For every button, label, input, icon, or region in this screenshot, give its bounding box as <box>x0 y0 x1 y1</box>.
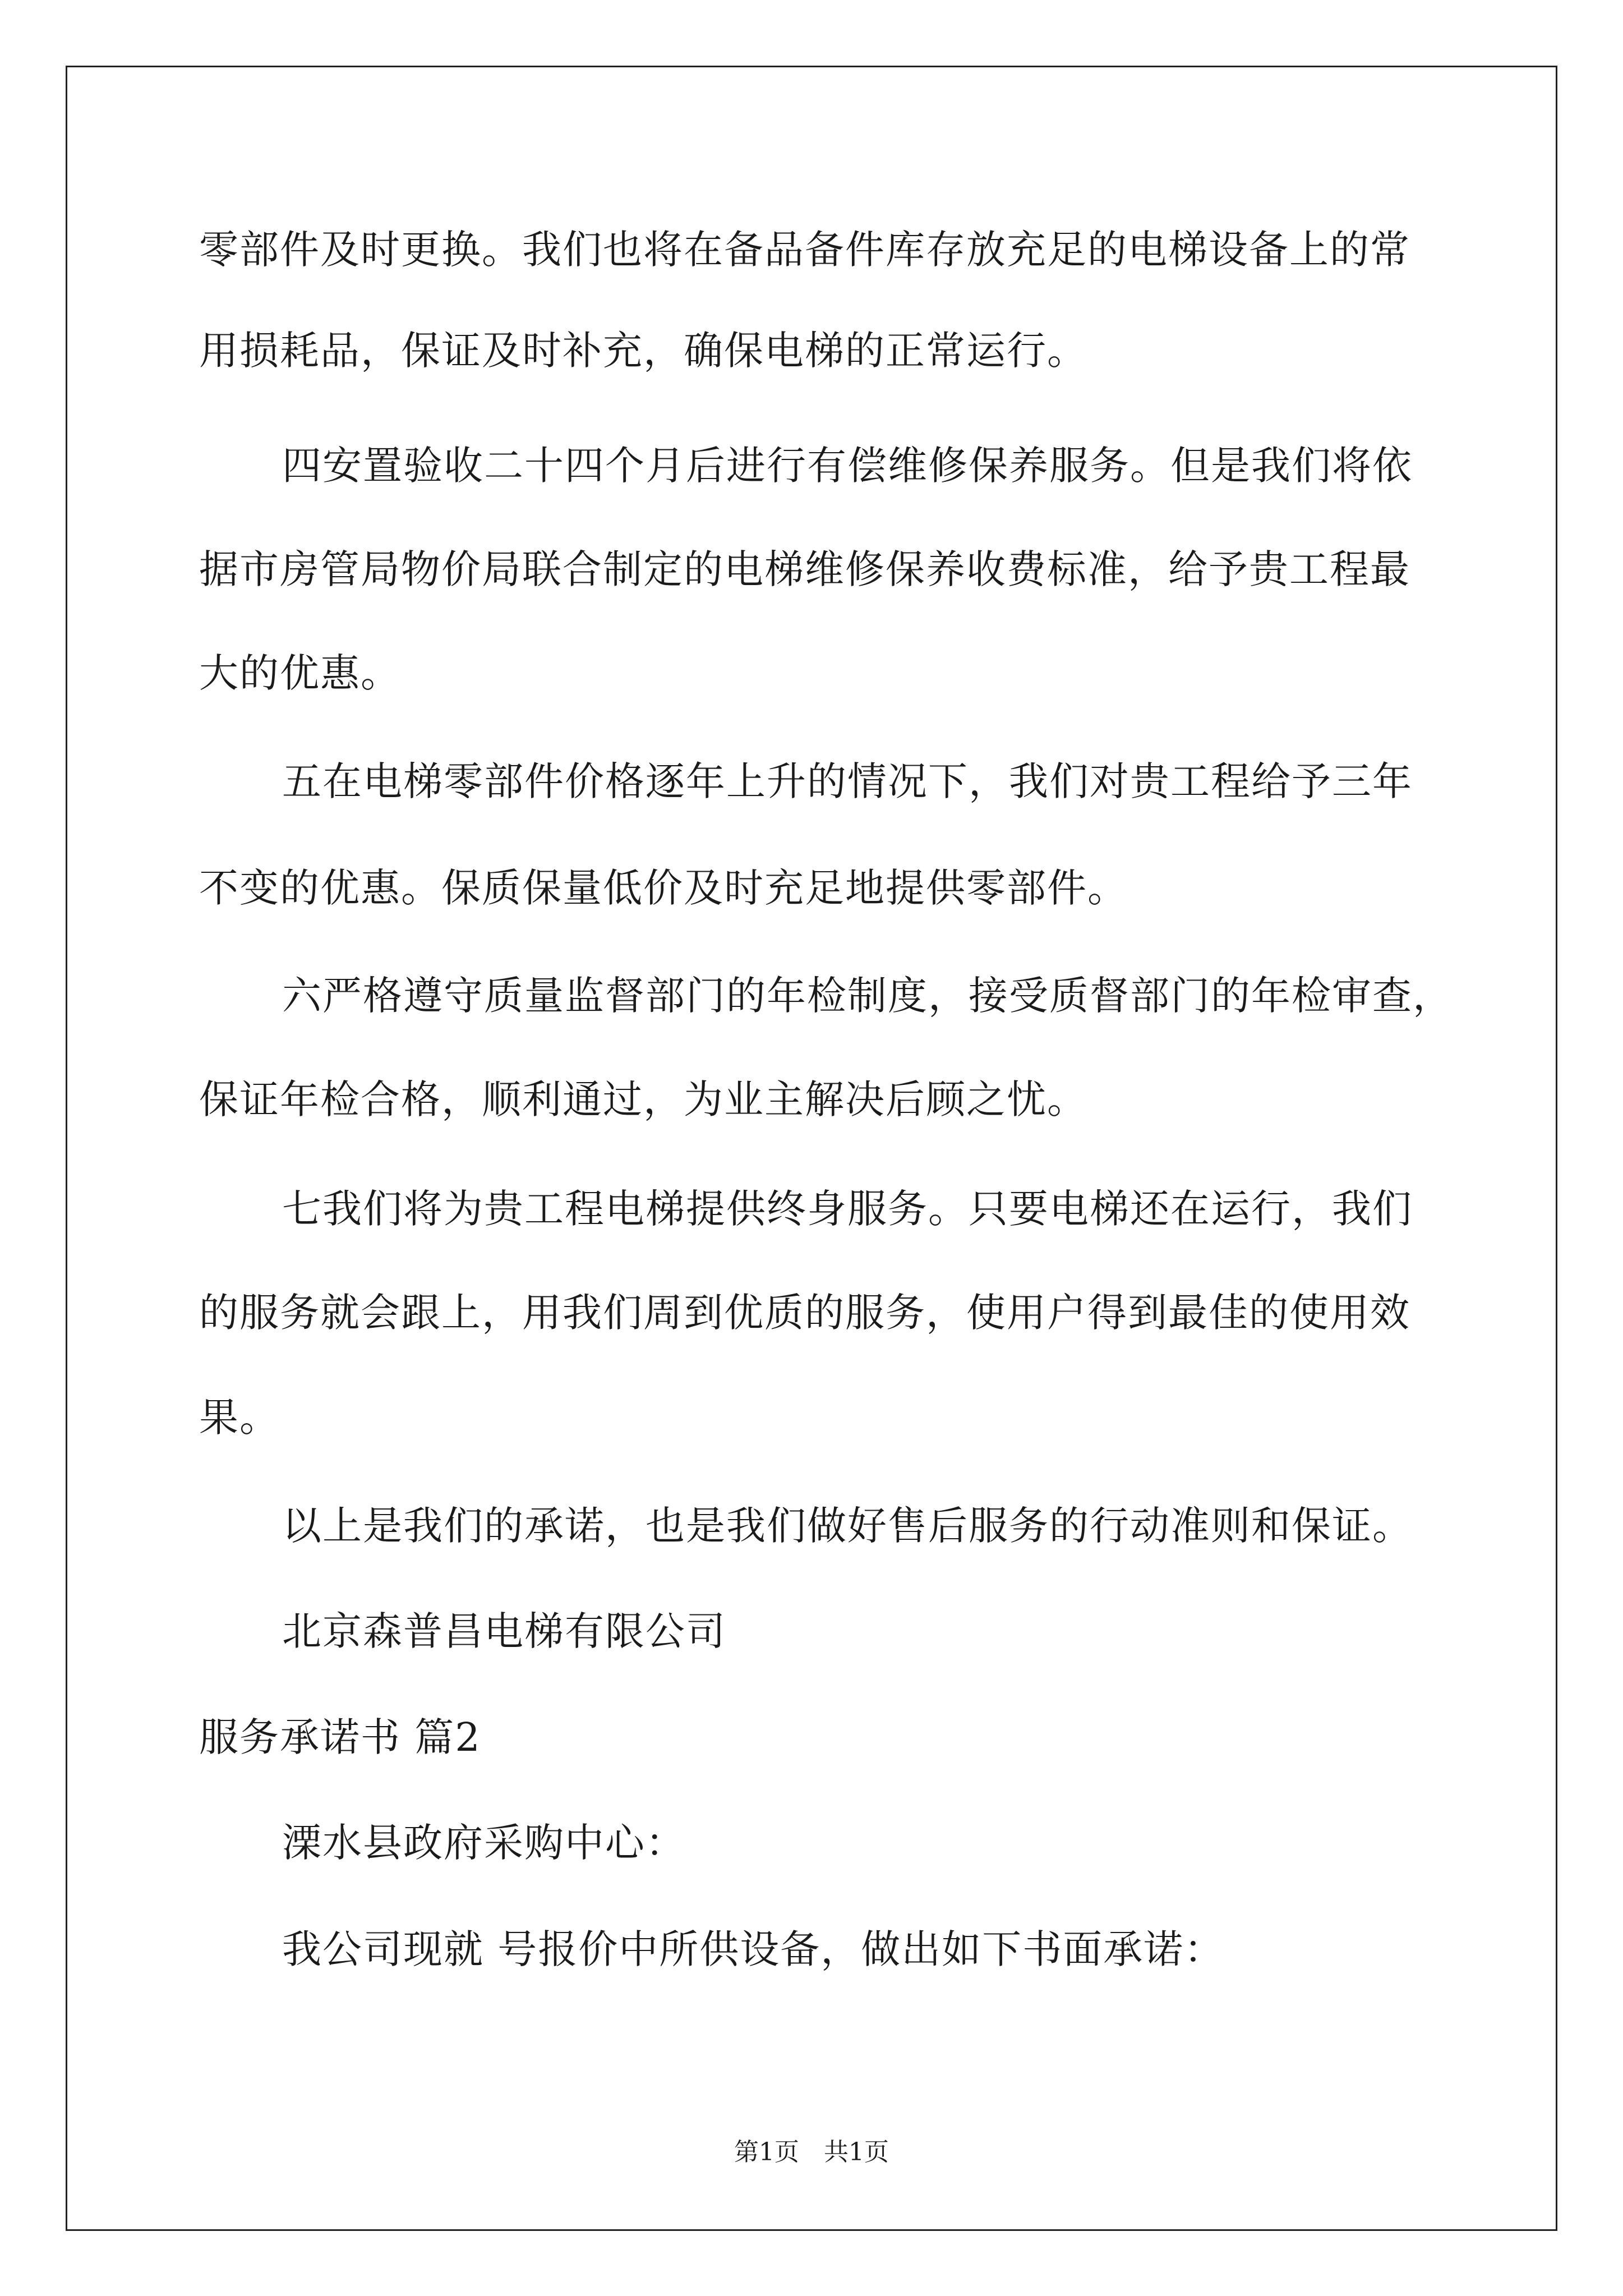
paragraph-line: 七我们将为贵工程电梯提供终身服务。只要电梯还在运行，我们 <box>282 1186 1413 1232</box>
paragraph-line: 不变的优惠。保质保量低价及时充足地提供零部件。 <box>199 865 1128 911</box>
page-number: 第1页 共1页 <box>734 2138 889 2166</box>
paragraph-line: 的服务就会跟上，用我们周到优质的服务，使用户得到最佳的使用效 <box>199 1290 1410 1336</box>
page-border <box>66 66 1557 2231</box>
paragraph-line: 六严格遵守质量监督部门的年检制度，接受质督部门的年检审查， <box>282 973 1453 1019</box>
paragraph-line: 保证年检合格，顺利通过，为业主解决后顾之忧。 <box>199 1076 1087 1122</box>
paragraph-line: 据市房管局物价局联合制定的电梯维修保养收费标准，给予贵工程最 <box>199 546 1410 592</box>
paragraph-line: 以上是我们的承诺，也是我们做好售后服务的行动准则和保证。 <box>282 1503 1413 1549</box>
paragraph-line: 五在电梯零部件价格逐年上升的情况下，我们对贵工程给予三年 <box>282 758 1413 804</box>
paragraph-line: 四安置验收二十四个月后进行有偿维修保养服务。但是我们将依 <box>282 443 1413 489</box>
paragraph-line: 大的优惠。 <box>199 650 401 696</box>
recipient-line: 溧水县政府采购中心： <box>282 1820 686 1866</box>
paragraph-line: 我公司现就 号报价中所供设备，做出如下书面承诺： <box>282 1926 1225 1972</box>
section-heading: 服务承诺书 篇2 <box>199 1714 481 1760</box>
paragraph-line: 果。 <box>199 1395 280 1441</box>
company-name: 北京森普昌电梯有限公司 <box>282 1608 726 1654</box>
paragraph-line: 零部件及时更换。我们也将在备品备件库存放充足的电梯设备上的常 <box>199 227 1410 273</box>
paragraph-line: 用损耗品，保证及时补充，确保电梯的正常运行。 <box>199 328 1087 374</box>
